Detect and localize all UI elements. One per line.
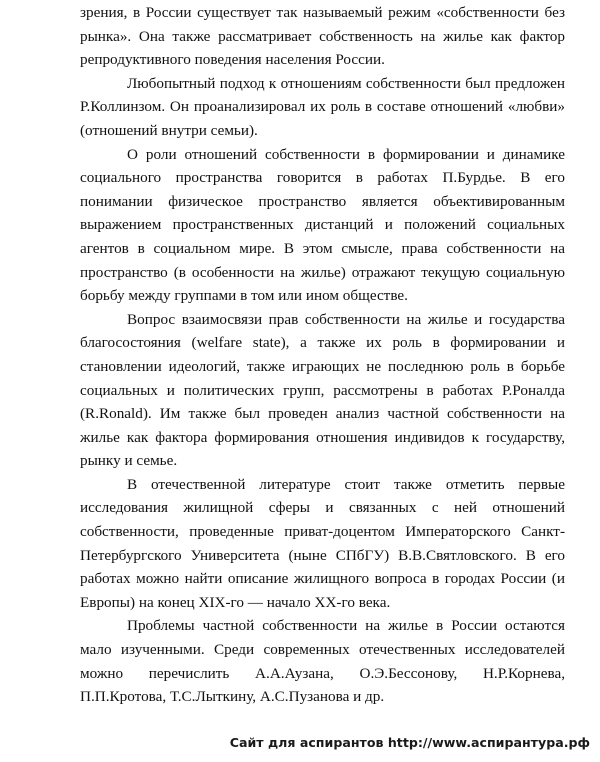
paragraph-svyatlovsky: В отечественной литературе стоит также отметить первые исследования жилищной сферы и связанных с ней отношений собственности, проведенные приват-доцентом Императорского Санкт-Петербургского Университета (ныне СПбГУ) В.В.Святловского. В его работах можно найти описание жилищного вопроса в городах России (и Европы) на конец XIX-го — начало XX-го века. <box>80 475 565 611</box>
paragraph-collins: Любопытный подход к отношениям собственности был предложен Р.Коллинзом. Он проанализировал их роль в составе отношений «любви» (отношений внутри семьи). <box>80 74 565 139</box>
paragraph-bourdieu: О роли отношений собственности в формировании и динамике социального пространства говорится в работах П.Бурдье. В его понимании физическое пространство является объективированным выражением пространственных дистанций и положений социальных агентов в социальном мире. В этом смысле, права собственности на пространство (в особенности на жилье) отражают текущую социальную борьбу между группами в том или ином обществе. <box>80 145 565 305</box>
paragraph-ronald: Вопрос взаимосвязи прав собственности на жилье и государства благосостояния (welfare state), а также их роль в формировании и становлении идеологий, также играющих не последнюю роль в борьбе социальных и политических групп, рассмотрены в работах Р.Роналда (R.Ronald). Им также был проведен анализ частной собственности на жилье как фактора формирования отношения индивидов к государству, рынку и семье. <box>80 310 565 470</box>
paragraph-continuation: зрения, в России существует так называемый режим «собственности без рынка». Она также рассматривает собственность на жилье как фактор репродуктивного поведения населения России. <box>80 4 565 69</box>
document-body <box>80 1 565 709</box>
paragraph-modern-researchers: Проблемы частной собственности на жилье в России остаются мало изученными. Среди современных отечественных исследователей можно перечислить А.А.Аузана, О.Э.Бессонову, Н.Р.Корнева, П.П.Кротова, Т.С.Лыткину, А.С.Пузанова и др. <box>80 617 565 706</box>
site-watermark-footer: Сайт для аспирантов http://www.аспирантура.рф <box>229 735 590 750</box>
